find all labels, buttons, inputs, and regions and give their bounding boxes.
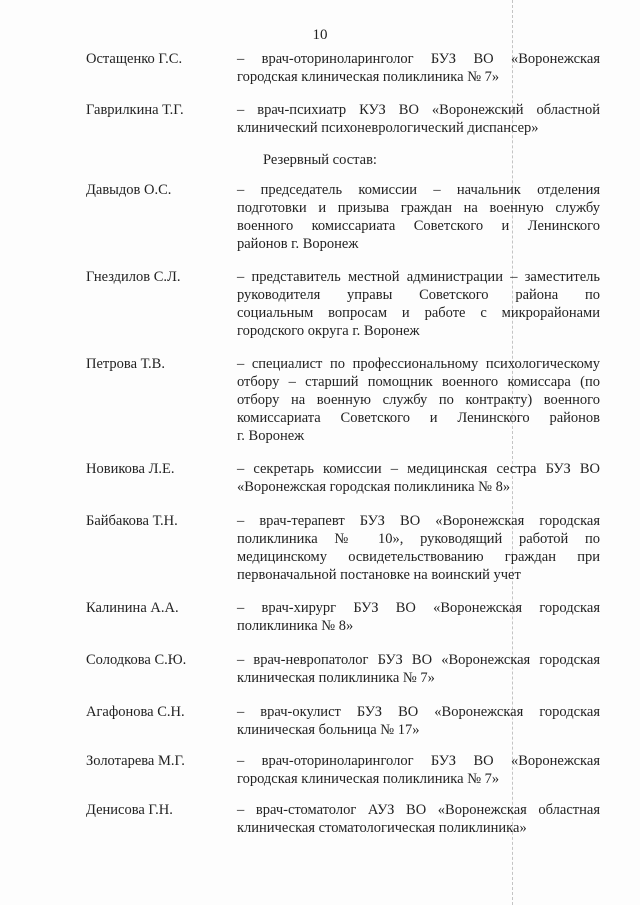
member-role: – представитель местной администрации – заместитель руководителя управы Советского района по социальным вопросам и работе с микрорайонами городского округа г. Воронеж [237, 269, 600, 339]
member-role: – врач-невропатолог БУЗ ВО «Воронежская городская клиническая поликлиника № 7» [237, 652, 600, 686]
member-role: – врач-терапевт БУЗ ВО «Воронежская городская поликлиника № 10», руководящий работой по медицинскому освидетельствованию граждан при первоначальной постановке на воинский учет [237, 513, 600, 583]
member-name: Давыдов О.С. [86, 182, 172, 198]
member-name: Байбакова Т.Н. [86, 513, 178, 529]
member-role: – врач-хирург БУЗ ВО «Воронежская городская поликлиника № 8» [237, 600, 600, 634]
member-name: Калинина А.А. [86, 600, 179, 616]
reserve-heading: Резервный состав: [263, 152, 377, 168]
member-role: – секретарь комиссии – медицинская сестра БУЗ ВО «Воронежская городская поликлиника № 8» [237, 461, 600, 495]
member-role: – врач-окулист БУЗ ВО «Воронежская городская клиническая больница № 17» [237, 704, 600, 738]
member-role: – врач-стоматолог АУЗ ВО «Воронежская областная клиническая стоматологическая поликлиника» [237, 802, 600, 836]
member-name: Петрова Т.В. [86, 356, 165, 372]
member-name: Солодкова С.Ю. [86, 652, 187, 668]
page-number: 10 [312, 27, 328, 43]
member-role: – врач-оториноларинголог БУЗ ВО «Воронежская городская клиническая поликлиника № 7» [237, 51, 600, 85]
member-name: Золотарева М.Г. [86, 753, 185, 769]
member-name: Гаврилкина Т.Г. [86, 102, 184, 118]
member-name: Новикова Л.Е. [86, 461, 175, 477]
member-role: – председатель комиссии – начальник отделения подготовки и призыва граждан на военную службу военного комиссариата Советского и Ленинского районов г. Воронеж [237, 182, 600, 252]
member-name: Остащенко Г.С. [86, 51, 183, 67]
member-role: – врач-оториноларинголог БУЗ ВО «Воронежская городская клиническая поликлиника № 7» [237, 753, 600, 787]
member-name: Гнездилов С.Л. [86, 269, 181, 285]
member-name: Агафонова С.Н. [86, 704, 185, 720]
member-role: – врач-психиатр КУЗ ВО «Воронежский областной клинический психоневрологический диспансер» [237, 102, 600, 136]
member-name: Денисова Г.Н. [86, 802, 173, 818]
member-role: – специалист по профессиональному психологическому отбору – старший помощник военного комиссара (по отбору на военную службу по контракту) военного комиссариата Советского и Ленинского районов г. Воронеж [237, 356, 600, 444]
